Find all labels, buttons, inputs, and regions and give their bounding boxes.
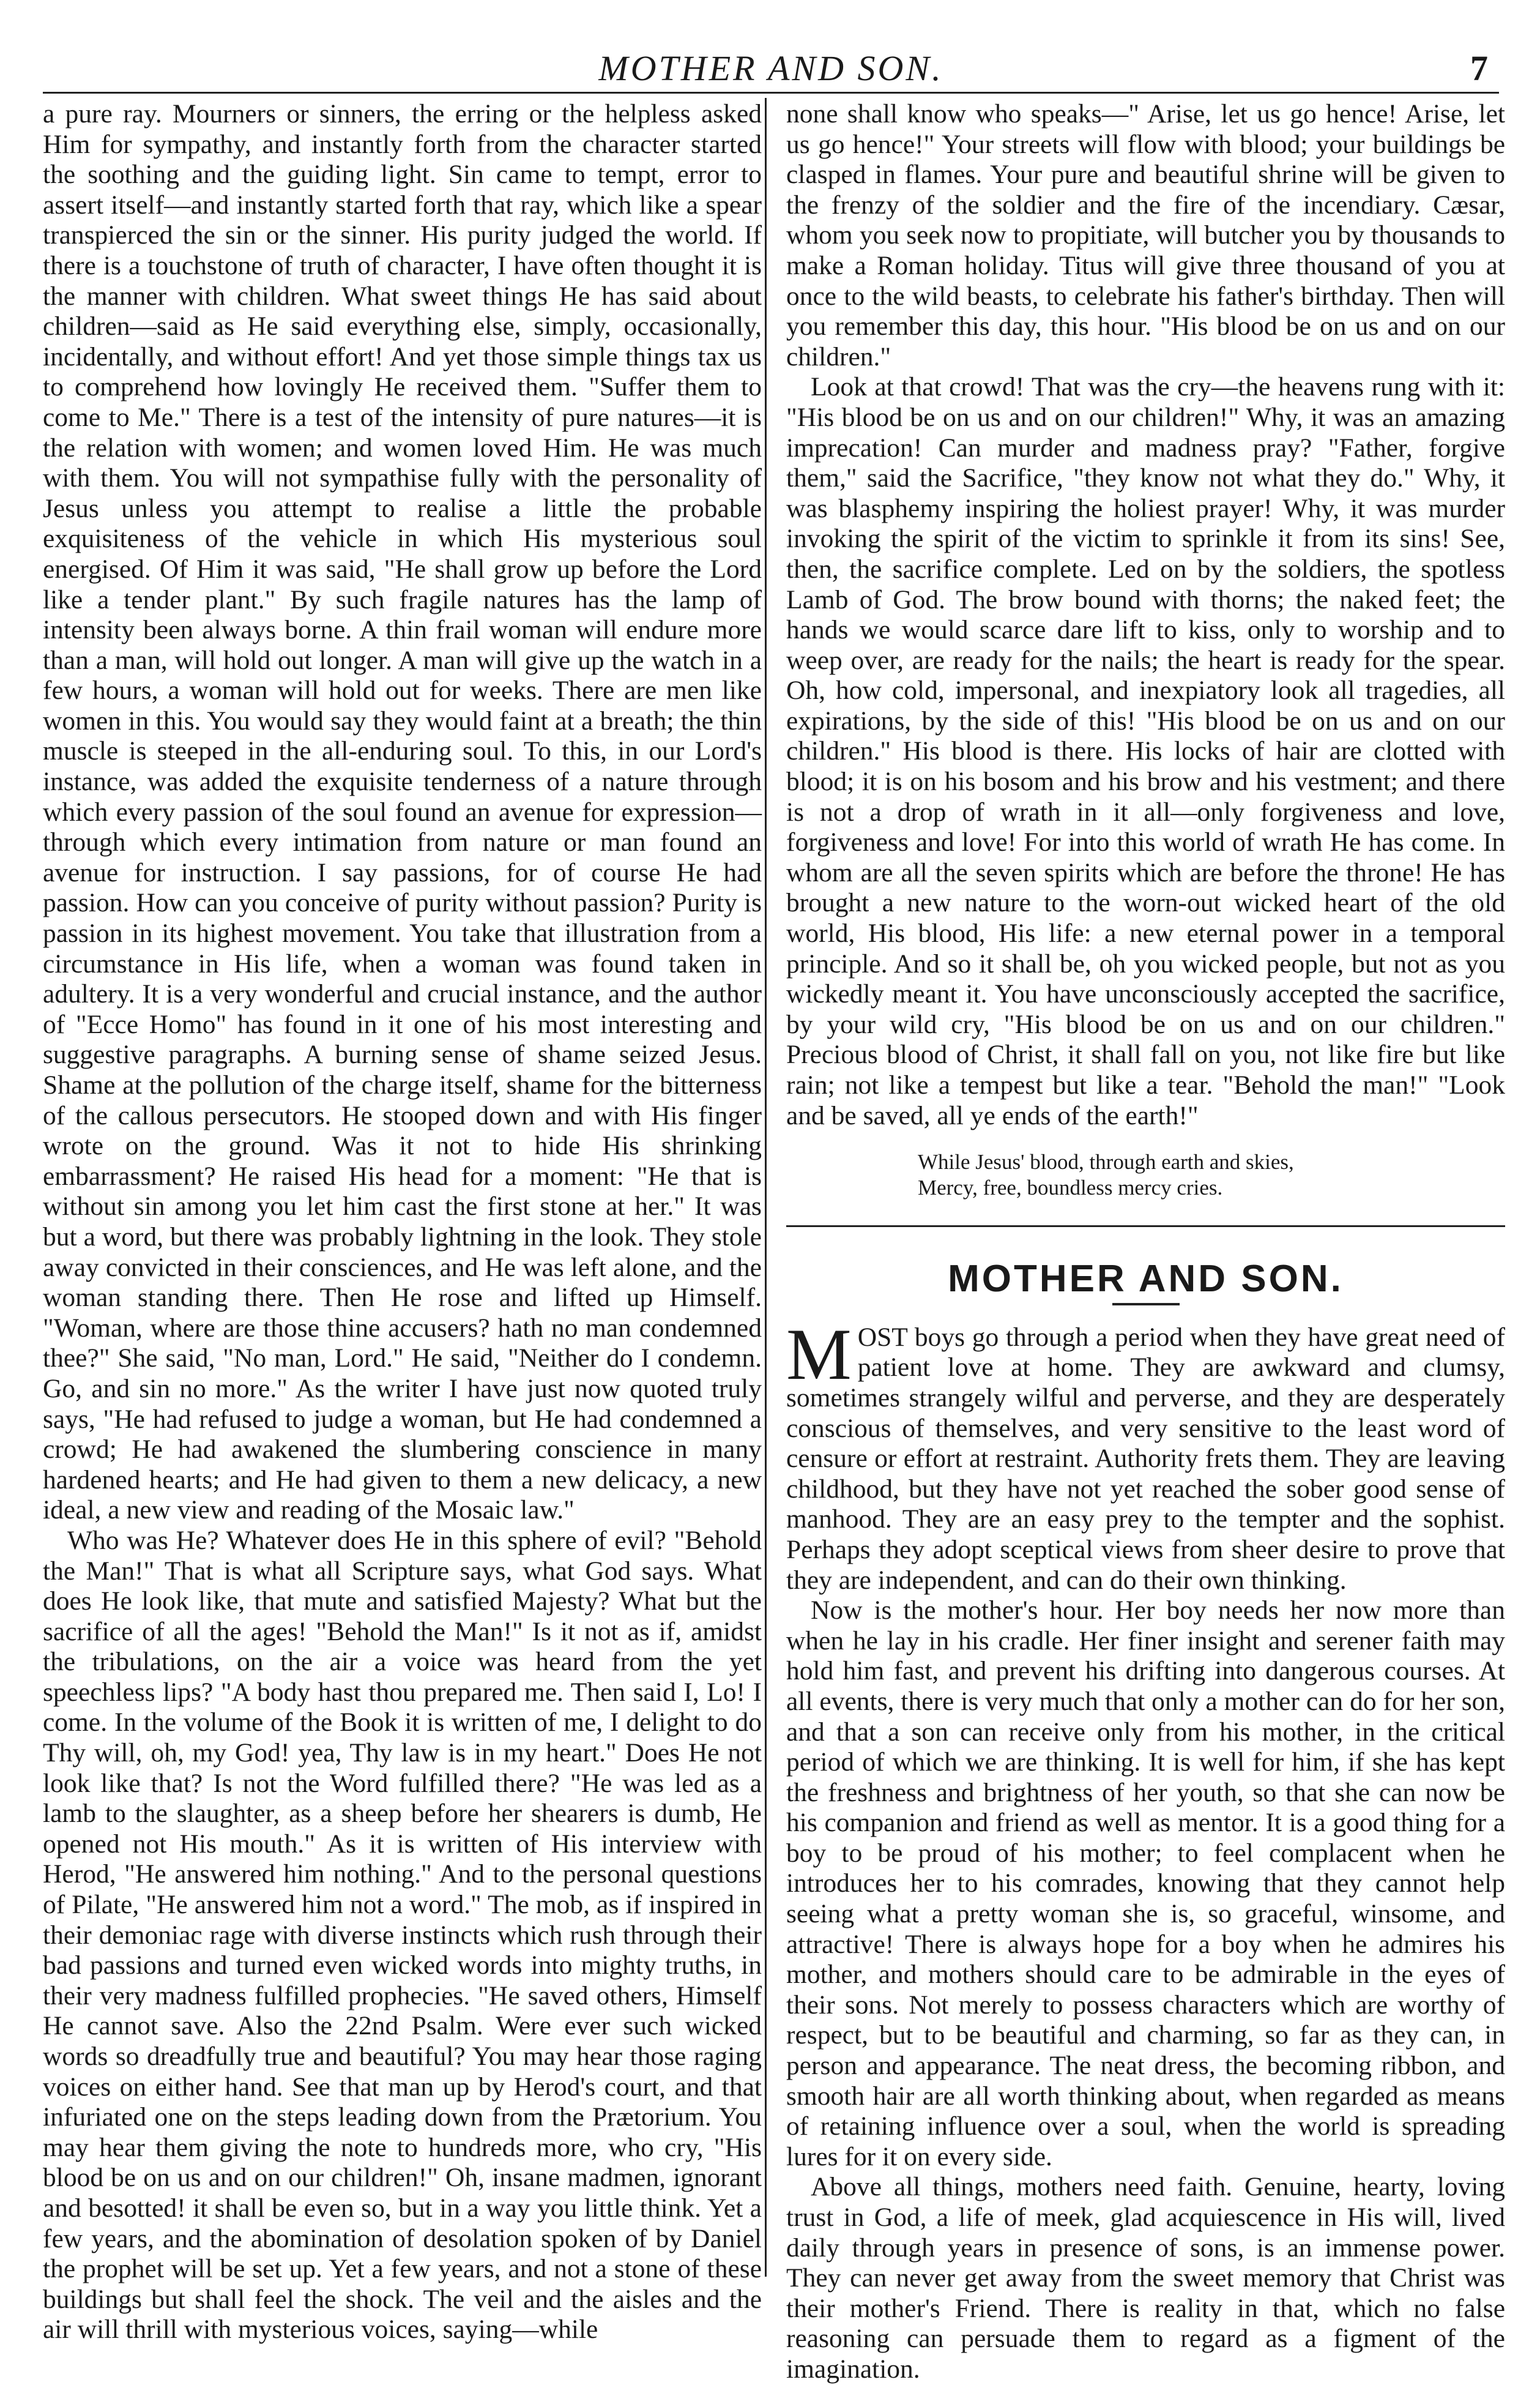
section-divider — [786, 1225, 1505, 1227]
verse-line: While Jesus' blood, through earth and skies, — [918, 1150, 1294, 1174]
header-rule — [43, 92, 1499, 94]
article-paragraph: Above all things, mothers need faith. Genuine, hearty, loving trust in God, a life of meek, glad acquiescence in His will, lived daily through years in presence of sons, is an immense power. They can never get away from the sweet memory that Christ was their mother's Friend. There is reality in that, which no false reasoning can persuade them to regard as a figment of the imagination. — [786, 2172, 1505, 2384]
page-number: 7 — [1470, 48, 1488, 88]
title-dash — [1112, 1303, 1180, 1305]
running-title: MOTHER AND SON. — [598, 48, 943, 88]
body-paragraph: a pure ray. Mourners or sinners, the erring or the helpless asked Him for sympathy, and instantly forth from the character started the soothing and the guiding light. Sin came to tempt, error to assert itself—and instantly started forth that ray, which like a spear transpierced the sin or the sinner. His purity judged the world. If there is a touchstone of truth of character, I have often thought it is the manner with children. What sweet things He has said about children—said as He said everything else, simply, occasionally, incidentally, and without effort! And yet those simple things tax us to comprehend how lovingly He received them. "Suffer them to come to Me." There is a test of the intensity of pure natures—it is the relation with women; and women loved Him. He was much with them. You will not sympathise fully with the personality of Jesus unless you attempt to realise a little the probable exquisiteness of the vehicle in which His mysterious soul energised. Of Him it was said, "He shall grow up before the Lord like a tender plant." By such fragile natures has the lamp of intensity been always borne. A thin frail woman will endure more than a man, will hold out longer. A man will give up the watch in a few hours, a woman will hold out for weeks. There are men like women in this. You would say they would faint at a breath; the thin muscle is steeped in the all-enduring soul. To this, in our Lord's instance, was added the exquisite tenderness of a nature through which every passion of the soul found an avenue for expression—through which every intimation from nature or man found an avenue for instruction. I say passions, for of course He had passion. How can you conceive of purity without passion? Purity is passion in its highest movement. You take that illustration from a circumstance in His life, when a woman was found taken in adultery. It is a very wonderful and crucial instance, and the author of "Ecce Homo" has found in it one of his most interesting and suggestive paragraphs. A burning sense of shame seized Jesus. Shame at the pollution of the charge itself, shame for the bitterness of the callous persecutors. He stooped down and with His finger wrote on the ground. Was it not to hide His shrinking embarrassment? He raised His head for a moment: "He that is without sin among you let him cast the first stone at her." It was but a word, but there was probably lightning in the look. They stole away convicted in their consciences, and He was left alone, and the woman standing there. Then He rose and lifted up Himself. "Woman, where are those thine accusers? hath no man condemned thee?" She said, "No man, Lord." He said, "Neither do I condemn. Go, and sin no more." As the writer I have just now quoted truly says, "He had refused to judge a woman, but He had condemned a crowd; He had awakened the slumbering conscience in many hardened hearts; and He had given to them a new delicacy, a new ideal, a new view and reading of the Mosaic law." — [43, 99, 762, 1525]
left-column — [43, 99, 762, 2345]
article-paragraph: Now is the mother's hour. Her boy needs her now more than when he lay in his cradle. Her finer insight and serener faith may hold him fast, and prevent his drifting into dangerous courses. At all events, there is very much that only a mother can do for her son, and that a son can receive only from his mother, in the critical period of which we are thinking. It is well for him, if she has kept the freshness and brightness of her youth, so that she can now be his companion and friend as well as mentor. It is a good thing for a boy to be proud of his mother; to feel complacent when he introduces her to his comrades, knowing that they cannot help seeing what a pretty woman she is, so graceful, winsome, and attractive! There is always hope for a boy when he admires his mother, and mothers should care to be admirable in the eyes of their sons. Not merely to possess characters which are worthy of respect, but to be beautiful and charming, so far as they can, in person and appearance. The neat dress, the becoming ribbon, and smooth hair are all worth thinking about, when regarded as means of retaining influence over a soul, when the world is spreading lures for it on every side. — [786, 1596, 1505, 2171]
column-divider — [765, 98, 767, 2277]
right-column — [786, 99, 1505, 2384]
page-header — [43, 48, 1499, 91]
verse-line: Mercy, free, boundless mercy cries. — [918, 1176, 1223, 1200]
first-paragraph-text: OST boys go through a period when they have great need of patient love at home. They are awkward and clumsy, sometimes strangely wilful and perverse, and they are desperately conscious of themselves, and very sensitive to the least word of censure or effort at restraint. Authority frets them. They are leaving childhood, but they have not yet reached the sober good sense of manhood. They are an easy prey to the tempter and the sophist. Perhaps they adopt sceptical views from sheer desire to prove that they are independent, and can do their own thinking. — [786, 1322, 1505, 1595]
article-first-paragraph — [786, 1313, 1505, 1596]
article-title: MOTHER AND SON. — [948, 1258, 1344, 1301]
continuation-paragraph: none shall know who speaks—" Arise, let us go hence! Arise, let us go hence!" Your streets will flow with blood; your buildings be clasped in flames. Your pure and beautiful shrine will be given to the frenzy of the soldier and the fire of the incendiary. Cæsar, whom you seek now to propitiate, will butcher you by thousands to make a Roman holiday. Titus will give three thousand of you at once to the wild beasts, to celebrate his father's birthday. Then will you remember this day, this hour. "His blood be on us and on our children." — [786, 99, 1505, 371]
drop-cap: M — [786, 1313, 852, 1395]
hymn-verse — [918, 1149, 1505, 1201]
body-paragraph: Who was He? Whatever does He in this sphere of evil? "Behold the Man!" That is what all Scripture says, what God says. What does He look like, that mute and satisfied Majesty? What but the sacrifice of all the ages! "Behold the Man!" Is it not as if, amidst the tribulations, on the air a voice was heard from the yet speechless lips? "A body hast thou prepared me. Then said I, Lo! I come. In the volume of the Book it is written of me, I delight to do Thy will, oh, my God! yea, Thy law is in my heart." Does He not look like that? Is not the Word fulfilled there? "He was led as a lamb to the slaughter, as a sheep before her shearers is dumb, He opened not His mouth." As it is written of His interview with Herod, "He answered him nothing." And to the personal questions of Pilate, "He answered him not a word." The mob, as if inspired in their demoniac rage with diverse instincts which rush through their bad passions and turned even wicked words into mighty truths, in their very madness fulfilled prophecies. "He saved others, Himself He cannot save. Also the 22nd Psalm. Were ever such wicked words so dreadfully true and beautiful? You may hear those raging voices on either hand. See that man up by Herod's court, and that infuriated one on the steps leading down from the Prætorium. You may hear them giving the note to hundreds more, who cry, "His blood be on us and on our children!" Oh, insane madmen, ignorant and besotted! it shall be even so, but in a way you little think. Yet a few years, and the abomination of desolation spoken of by Daniel the prophet will be set up. Yet a few years, and not a stone of these buildings but shall feel the shock. The veil and the aisles and the air will thrill with mysterious voices, saying—while — [43, 1525, 762, 2345]
body-paragraph: Look at that crowd! That was the cry—the heavens rung with it: "His blood be on us and on our children!" Why, it was an amazing imprecation! Can murder and madness pray? "Father, forgive them," said the Sacrifice, "they know not what they do." Why, it was blasphemy inspiring the holiest prayer! Why, it was murder invoking the spirit of the victim to sprinkle it from its sins! See, then, the sacrifice complete. Led on by the soldiers, the spotless Lamb of God. The brow bound with thorns; the naked feet; the hands we would scarce dare lift to kiss, only to worship and to weep over, are ready for the nails; the heart is ready for the spear. Oh, how cold, impersonal, and inexpiatory look all tragedies, all expirations, by the side of this! "His blood be on us and on our children." His blood is there. His locks of hair are clotted with blood; it is on his bosom and his brow and his vestment; and there is not a drop of wrath in it all—only forgiveness and love, forgiveness and love! For into this world of wrath He has come. In whom are all the seven spirits which are before the throne! He has brought a new nature to the worn-out wicked heart of the old world, His blood, His life: a new eternal power in a temporal principle. And so it shall be, oh you wicked people, but not as you wickedly meant it. You have unconsciously accepted the sacrifice, by your wild cry, "His blood be on us and on our children." Precious blood of Christ, it shall fall on you, not like fire but like rain; not like a tempest but like a tear. "Behold the man!" "Look and be saved, all ye ends of the earth!" — [786, 372, 1505, 1130]
